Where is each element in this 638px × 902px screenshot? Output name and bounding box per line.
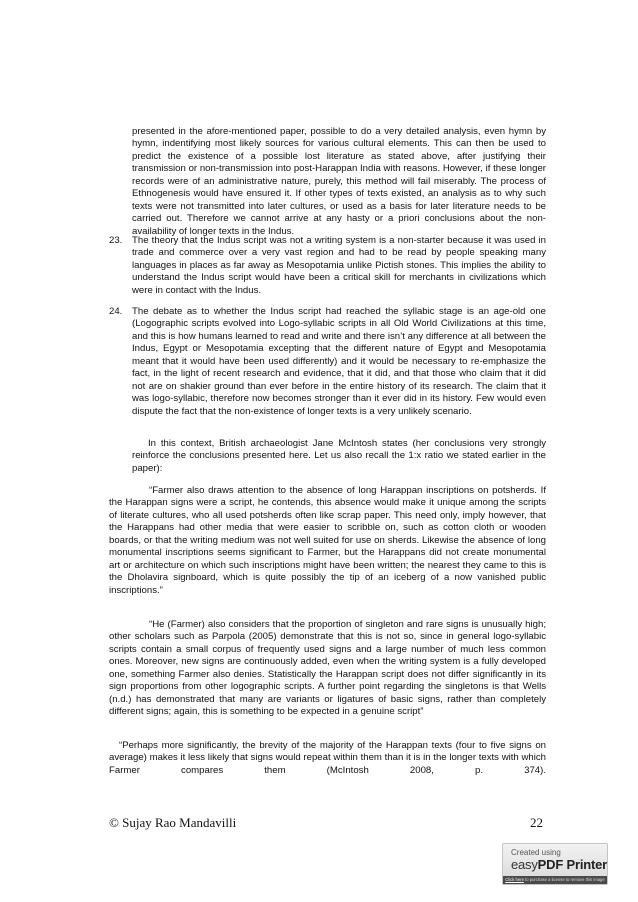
closing-paragraph: “Perhaps more significantly, the brevity of the majority of the Harappan texts (four to five signs on average) makes it less likely that signs would repeat within them than it is in the longer texts with which Farmer compares them (McIntosh 2008, p. 374). (109, 740, 546, 776)
watermark-license-bar[interactable]: Click here to purchase a license to remove this image (503, 876, 607, 884)
list-item-text: The debate as to whether the Indus script had reached the syllabic stage is an age-old one (Logographic scripts evolved into Logo-syllabic scripts in all Old World Civilizations at this time, and this is how humans learned to read and write and there isn’t any difference at all between the Indus, Egypt or Mesopotamia excepting that the different nature of Egypt and Mesopotamia meant that it would have been used differently) and it would be necessary to re-emphasize the fact, in the light of recent research and evidence, that it did, and that those who claim that it did not are on shakier ground than ever before in the entire history of its research. The claim that it was logo-syllabic, therefore now becomes stronger than it ever did in its history. Few would even dispute the fact that the non-existence of longer texts is a very unlikely scenario. (132, 306, 546, 417)
watermark-brand: easyPDF Printer (511, 857, 607, 872)
list-item-text: The theory that the Indus script was not a writing system is a non-starter because it was used in trade and commerce over a very vast region and had to be read by people speaking many languages in places as far away as Mesopotamia unlike Pictish stones. This implies the ability to understand the Indus script would have been a critical skill for merchants in civilizations which were in contact with the Indus. (132, 235, 546, 296)
list-item-number: 24. (109, 306, 123, 317)
watermark-created-using: Created using (511, 848, 561, 857)
list-item-number: 23. (109, 235, 123, 246)
watermark-link[interactable]: Click here (505, 877, 524, 882)
easypdf-watermark[interactable] (502, 843, 608, 885)
page-number: 22 (530, 815, 543, 830)
context-paragraph: In this context, British archaeologist Jane McIntosh states (her conclusions very strongly reinforce the conclusions presented here. Let us also recall the 1:x ratio we stated earlier in the paper): (132, 438, 546, 474)
quote-paragraph-1: “Farmer also draws attention to the absence of long Harappan inscriptions on potsherds. If the Harappan signs were a script, he contends, this absence would make it unique among the scripts of literate cultures, who all used potsherds often like scrap paper. This need only, imply however, that the Harappans had other media that were easier to scribble on, such as cotton cloth or wooden boards, or that the writing medium was not well suited for use on sherds. Likewise the absence of long monumental inscriptions seems significant to Farmer, but the Harappans did not create monumental art or architecture on which such inscriptions might have been written; the nearest they came to this is the Dholavira signboard, which is quite possibly the tip of an iceberg of a now vanished public inscriptions.” (109, 485, 546, 596)
intro-paragraph: presented in the afore-mentioned paper, possible to do a very detailed analysis, even hymn by hymn, indentifying most likely sources for various cultural elements. This can then be used to predict the existence of a possible lost literature as stated above, after justifying their transmission or non-transmission into post-Harappan India with reasons. However, if these longer records were of an administrative nature, purely, this method will fail miserably. The process of Ethnogenesis would have ensured it. If other types of texts existed, an analysis as to why such texts were not transmitted into later cultures, or used as a basis for later literature needs to be carried out. Therefore we cannot arrive at any hasty or a priori conclusions about the non-availability of longer texts in the Indus. (132, 126, 546, 237)
footer-author: © Sujay Rao Mandavilli (109, 815, 237, 830)
quote-paragraph-2: “He (Farmer) also considers that the proportion of singleton and rare signs is unusually high; other scholars such as Parpola (2005) demonstrate that this is not so, since in general logo-syllabic scripts contain a small corpus of frequently used signs and a large number of much less common ones. Moreover, new signs are continuously added, even when the writing system is a fully developed one, something Farmer also denies. Statistically the Harappan script does not differ significantly in its sign proportions from other logographic scripts. A further point regarding the singletons is that Wells (n.d.) has demonstrated that many are variants or ligatures of basic signs, rather than completely different signs; again, this is something to be expected in a genuine script” (109, 619, 546, 718)
